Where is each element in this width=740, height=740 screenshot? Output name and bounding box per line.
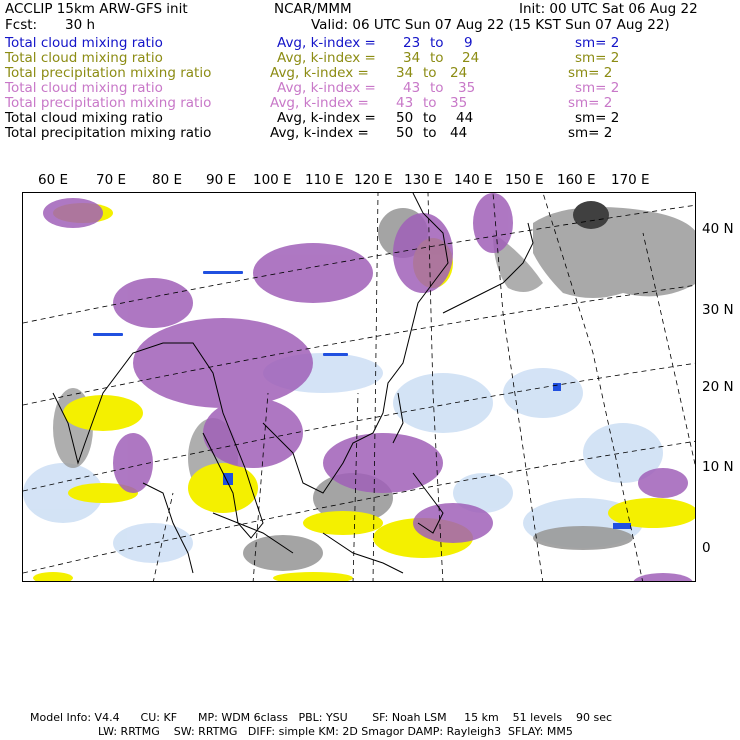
legend-field-6: Total cloud mixing ratio [5, 110, 163, 126]
legend-kfrom-4: 43 [403, 80, 421, 96]
model-title: ACCLIP 15km ARW-GFS init [5, 1, 188, 17]
legend-kto-1: 9 [464, 35, 473, 51]
legend-kto-3: 24 [450, 65, 468, 81]
lon-label: 60 E [38, 172, 68, 188]
legend-to-3: to [423, 65, 437, 81]
legend-kfrom-2: 34 [403, 50, 421, 66]
legend-kto-5: 35 [450, 95, 468, 111]
legend-to-2: to [430, 50, 444, 66]
legend-field-1: Total cloud mixing ratio [5, 35, 163, 51]
fcst-value: 30 h [65, 17, 96, 33]
lon-label: 70 E [96, 172, 126, 188]
lat-label: 30 N [702, 302, 734, 318]
init-time: Init: 00 UTC Sat 06 Aug 22 [519, 1, 698, 17]
lon-label: 110 E [305, 172, 344, 188]
model-info-line2: LW: RRTMG SW: RRTMG DIFF: simple KM: 2D Smagor DAMP: Rayleigh3 SFLAY: MM5 [98, 725, 573, 738]
lat-label: 0 [702, 540, 711, 556]
legend-field-7: Total precipitation mixing ratio [5, 125, 212, 141]
legend-avg-2: Avg, k-index = [277, 50, 376, 66]
legend-kto-4: 35 [458, 80, 476, 96]
center-label: NCAR/MMM [274, 1, 352, 17]
legend-avg-1: Avg, k-index = [277, 35, 376, 51]
legend-avg-5: Avg, k-index = [270, 95, 369, 111]
legend-avg-3: Avg, k-index = [270, 65, 369, 81]
legend-avg-7: Avg, k-index = [270, 125, 369, 141]
lon-label: 170 E [611, 172, 650, 188]
lon-label: 150 E [505, 172, 544, 188]
legend-field-5: Total precipitation mixing ratio [5, 95, 212, 111]
legend-avg-4: Avg, k-index = [277, 80, 376, 96]
legend-kfrom-7: 50 [396, 125, 414, 141]
legend-kfrom-5: 43 [396, 95, 414, 111]
legend-kto-2: 24 [462, 50, 480, 66]
fcst-label: Fcst: [5, 17, 38, 33]
legend-sm-1: sm= 2 [575, 35, 620, 51]
legend-avg-6: Avg, k-index = [277, 110, 376, 126]
legend-to-1: to [430, 35, 444, 51]
legend-to-6: to [423, 110, 437, 126]
legend-kto-6: 44 [456, 110, 474, 126]
lon-label: 140 E [454, 172, 493, 188]
lon-label: 130 E [404, 172, 443, 188]
legend-kto-7: 44 [450, 125, 468, 141]
legend-field-4: Total cloud mixing ratio [5, 80, 163, 96]
legend-kfrom-3: 34 [396, 65, 414, 81]
lat-label: 20 N [702, 379, 734, 395]
lon-label: 100 E [253, 172, 292, 188]
legend-to-7: to [423, 125, 437, 141]
lon-label: 120 E [354, 172, 393, 188]
lat-label: 40 N [702, 221, 734, 237]
model-info-line1: Model Info: V4.4 CU: KF MP: WDM 6class PBL: YSU SF: Noah LSM 15 km 51 levels 90 sec [30, 711, 613, 724]
legend-to-4: to [430, 80, 444, 96]
map-canvas [23, 193, 696, 582]
legend-sm-5: sm= 2 [568, 95, 613, 111]
legend-sm-2: sm= 2 [575, 50, 620, 66]
legend-sm-4: sm= 2 [575, 80, 620, 96]
legend-kfrom-1: 23 [403, 35, 421, 51]
lon-label: 90 E [206, 172, 236, 188]
legend-field-2: Total cloud mixing ratio [5, 50, 163, 66]
legend-sm-6: sm= 2 [575, 110, 620, 126]
lon-label: 160 E [557, 172, 596, 188]
forecast-map [22, 192, 696, 582]
lat-label: 10 N [702, 459, 734, 475]
valid-time: Valid: 06 UTC Sun 07 Aug 22 (15 KST Sun 07 Aug 22) [311, 17, 670, 33]
legend-to-5: to [423, 95, 437, 111]
legend-sm-7: sm= 2 [568, 125, 613, 141]
legend-field-3: Total precipitation mixing ratio [5, 65, 212, 81]
legend-kfrom-6: 50 [396, 110, 414, 126]
lon-label: 80 E [152, 172, 182, 188]
legend-sm-3: sm= 2 [568, 65, 613, 81]
